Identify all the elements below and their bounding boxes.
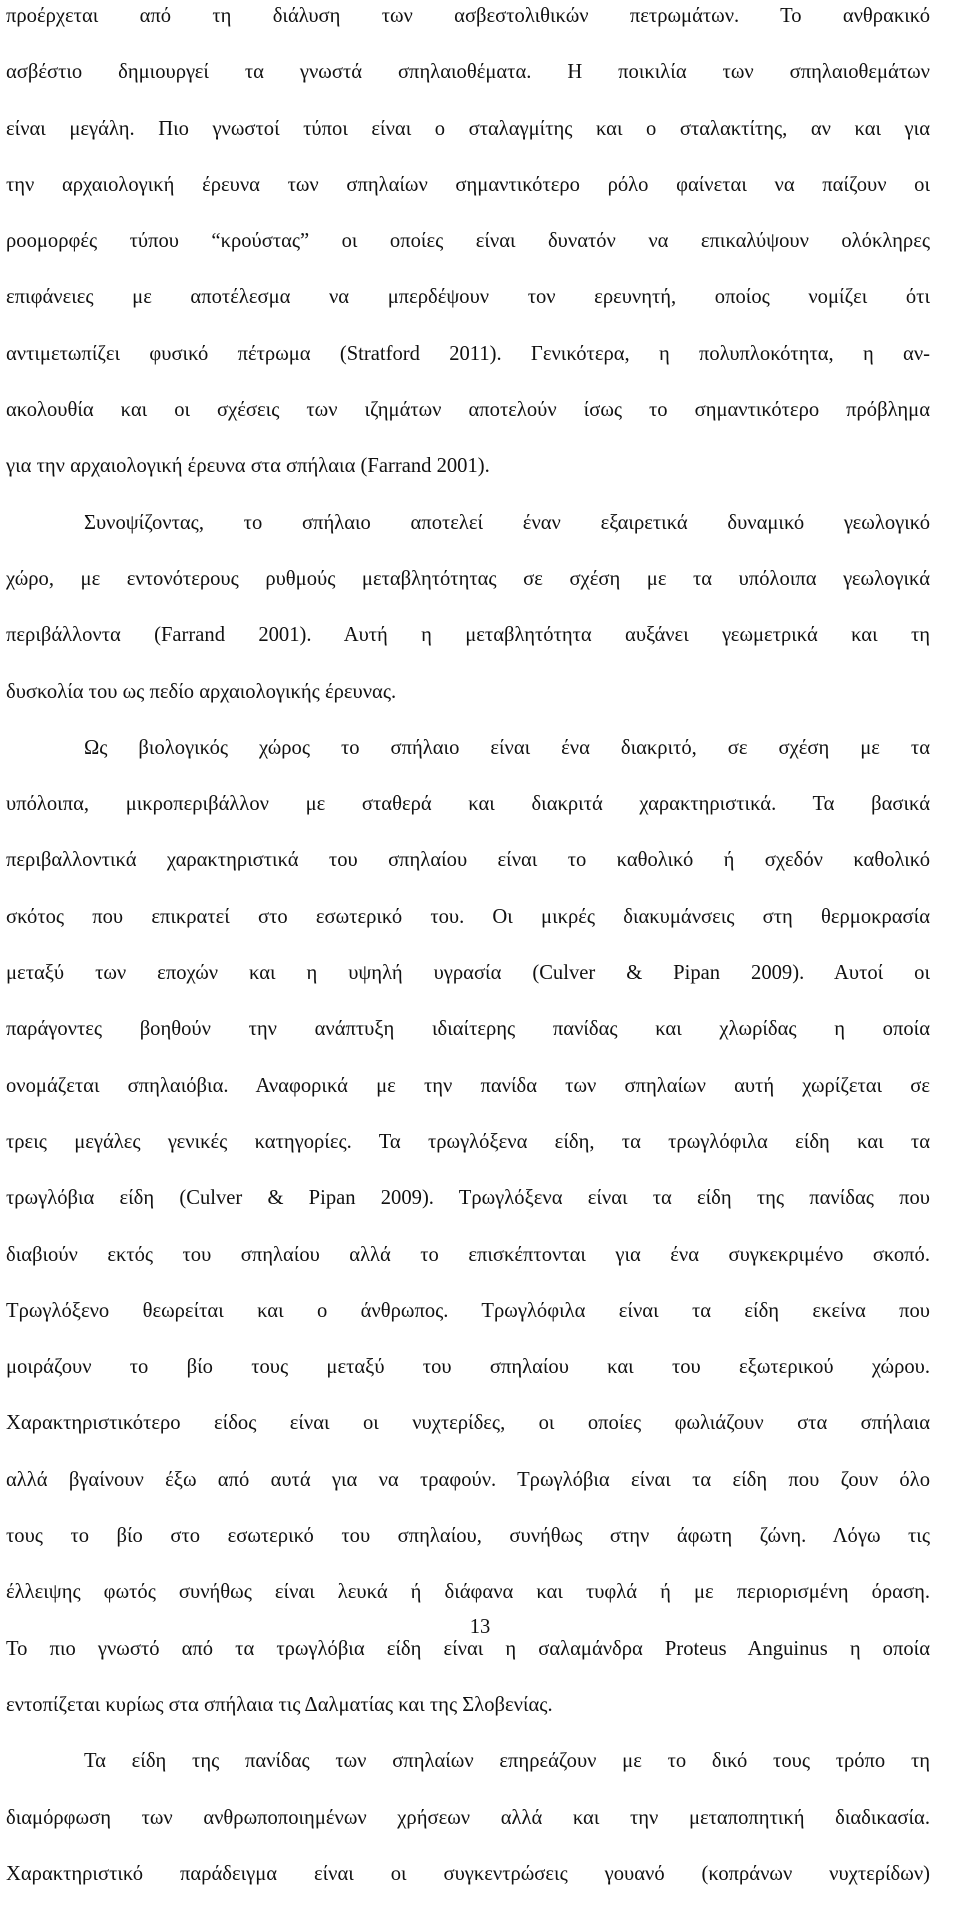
text-line: ονομάζεται σπηλαιόβια. Αναφορικά με την πανίδα των σπηλαίων αυτή χωρίζεται σε	[6, 1074, 930, 1097]
text-line: διαμόρφωση των ανθρωποποιημένων χρήσεων αλλά και την μεταποπητική διαδικασία.	[6, 1806, 930, 1829]
text-line: αλλά βγαίνουν έξω από αυτά για να τραφούν. Τρωγλόβια είναι τα είδη που ζουν όλο	[6, 1468, 930, 1491]
text-line: τρεις μεγάλες γενικές κατηγορίες. Τα τρωγλόξενα είδη, τα τρωγλόφιλα είδη και τα	[6, 1130, 930, 1153]
text-line: εντοπίζεται κυρίως στα σπήλαια τις Δαλματίας και της Σλοβενίας.	[6, 1693, 553, 1716]
text-line: Το πιο γνωστό από τα τρωγλόβια είδη είναι η σαλαμάνδρα Proteus Anguinus η οποία	[6, 1637, 930, 1660]
text-line: τρωγλόβια είδη (Culver & Pipan 2009). Τρωγλόξενα είναι τα είδη της πανίδας που	[6, 1187, 930, 1210]
text-line: Τρωγλόξενο θεωρείται και ο άνθρωπος. Τρωγλόφιλα είναι τα είδη εκείνα που	[6, 1299, 930, 1322]
text-line: υπόλοιπα, μικροπεριβάλλον με σταθερά και διακριτά χαρακτηριστικά. Τα βασικά	[6, 793, 930, 816]
text-line: περιβαλλοντικά χαρακτηριστικά του σπηλαίου είναι το καθολικό ή σχεδόν καθολικό	[6, 849, 930, 872]
text-line: ροομορφές τύπου “κρούστας” οι οποίες είναι δυνατόν να επικαλύψουν ολόκληρες	[6, 230, 930, 253]
text-line: προέρχεται από τη διάλυση των ασβεστολιθικών πετρωμάτων. Το ανθρακικό	[6, 5, 930, 27]
text-line: δυσκολία του ως πεδίο αρχαιολογικής έρευνας.	[6, 680, 397, 703]
text-line: παράγοντες βοηθούν την ανάπτυξη ιδιαίτερης πανίδας και χλωρίδας η οποία	[6, 1018, 930, 1041]
text-line: για την αρχαιολογική έρευνα στα σπήλαια (Farrand 2001).	[6, 455, 490, 478]
text-line: διαβιούν εκτός του σπηλαίου αλλά το επισκέπτονται για ένα συγκεκριμένο σκοπό.	[6, 1243, 930, 1266]
text-line: αντιμετωπίζει φυσικό πέτρωμα (Stratford 2011). Γενικότερα, η πολυπλοκότητα, η αν-	[6, 342, 930, 365]
text-line: μοιράζουν το βίο τους μεταξύ του σπηλαίου και του εξωτερικού χώρου.	[6, 1356, 930, 1379]
text-line: Ως βιολογικός χώρος το σπήλαιο είναι ένα διακριτό, σε σχέση με τα	[84, 736, 930, 759]
text-line: Χαρακτηριστικό παράδειγμα είναι οι συγκεντρώσεις γουανό (κοπράνων νυχτερίδων)	[6, 1862, 930, 1885]
text-line: μεταξύ των εποχών και η υψηλή υγρασία (Culver & Pipan 2009). Αυτοί οι	[6, 962, 930, 985]
text-line: περιβάλλοντα (Farrand 2001). Αυτή η μεταβλητότητα αυξάνει γεωμετρικά και τη	[6, 624, 930, 647]
text-line: έλλειψης φωτός συνήθως είναι λευκά ή διάφανα και τυφλά ή με περιορισμένη όραση.	[6, 1581, 930, 1604]
text-line: χώρο, με εντονότερους ρυθμούς μεταβλητότητας σε σχέση με τα υπόλοιπα γεωλογικά	[6, 567, 930, 590]
text-line: Χαρακτηριστικότερο είδος είναι οι νυχτερίδες, οι οποίες φωλιάζουν στα σπήλαια	[6, 1412, 930, 1435]
text-line: ασβέστιο δημιουργεί τα γνωστά σπηλαιοθέματα. Η ποικιλία των σπηλαιοθεμάτων	[6, 61, 930, 84]
text-line: Τα είδη της πανίδας των σπηλαίων επηρεάζουν με το δικό τους τρόπο τη	[84, 1750, 930, 1773]
text-line: επιφάνειες με αποτέλεσμα να μπερδέψουν τον ερευνητή, οποίος νομίζει ότι	[6, 286, 930, 309]
text-line: είναι μεγάλη. Πιο γνωστοί τύποι είναι ο σταλαγμίτης και ο σταλακτίτης, αν και για	[6, 117, 930, 140]
text-line: την αρχαιολογική έρευνα των σπηλαίων σημαντικότερο ρόλο φαίνεται να παίζουν οι	[6, 173, 930, 196]
text-line: τους το βίο στο εσωτερικό του σπηλαίου, συνήθως στην άφωτη ζώνη. Λόγω τις	[6, 1525, 930, 1548]
text-line: ακολουθία και οι σχέσεις των ιζημάτων αποτελούν ίσως το σημαντικότερο πρόβλημα	[6, 399, 930, 422]
page-number: 13	[469, 1616, 491, 1638]
text-line: σκότος που επικρατεί στο εσωτερικό του. Οι μικρές διακυμάνσεις στη θερμοκρασία	[6, 905, 930, 928]
text-line: Συνοψίζοντας, το σπήλαιο αποτελεί έναν εξαιρετικά δυναμικό γεωλογικό	[84, 511, 930, 534]
